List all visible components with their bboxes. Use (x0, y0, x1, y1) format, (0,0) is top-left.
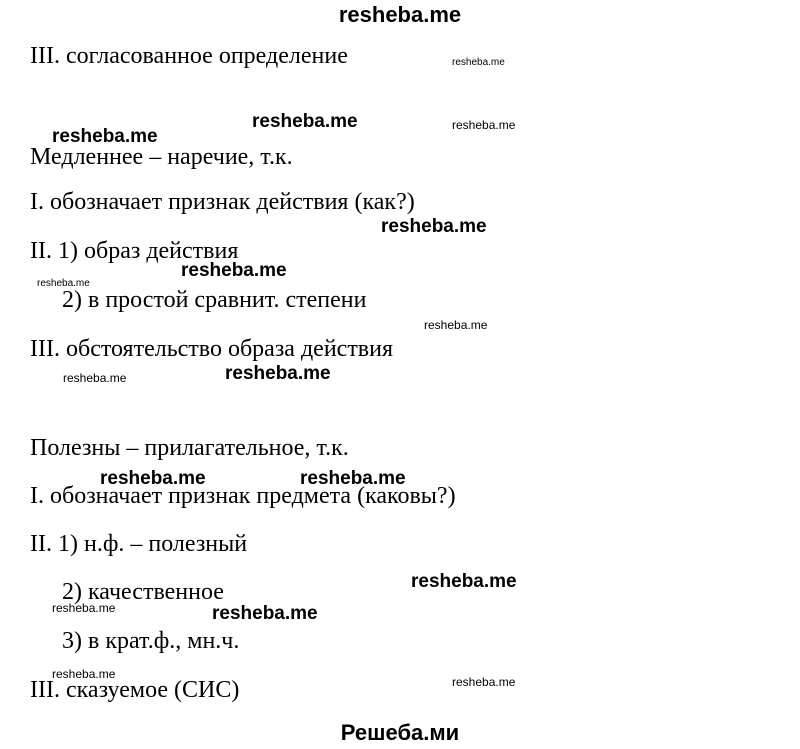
text-line: III. согласованное определение (30, 43, 348, 69)
text-line: I. обозначает признак предмета (каковы?) (30, 483, 456, 509)
text-line: 2) в простой сравнит. степени (62, 287, 367, 313)
text-line: III. сказуемое (СИС) (30, 677, 240, 703)
watermark: resheba.me (381, 216, 487, 237)
watermark: resheba.me (181, 260, 287, 281)
watermark: resheba.me (52, 126, 158, 147)
text-line: II. 1) н.ф. – полезный (30, 531, 248, 557)
watermark: resheba.me (452, 675, 516, 689)
watermark: resheba.me (300, 468, 406, 489)
text-line: 2) качественное (62, 579, 224, 605)
text-line: I. обозначает признак действия (как?) (30, 189, 415, 215)
watermark: resheba.me (424, 318, 488, 332)
watermark: resheba.me (252, 111, 358, 132)
watermark: resheba.me (52, 601, 116, 615)
watermark: resheba.me (452, 118, 516, 132)
text-line: II. 1) образ действия (30, 238, 239, 264)
site-footer: Решеба.ми (340, 720, 460, 745)
watermark: resheba.me (63, 371, 127, 385)
watermark: resheba.me (452, 57, 505, 68)
watermark: resheba.me (225, 363, 331, 384)
watermark: resheba.me (100, 468, 206, 489)
text-line: Медленнее – наречие, т.к. (30, 144, 293, 170)
text-line: III. обстоятельство образа действия (30, 336, 394, 362)
text-line: Полезны – прилагательное, т.к. (30, 435, 349, 461)
site-header: resheba.me (338, 2, 462, 27)
watermark: resheba.me (212, 603, 318, 624)
watermark: resheba.me (37, 278, 90, 289)
text-line: 3) в крат.ф., мн.ч. (62, 628, 240, 654)
watermark: resheba.me (411, 571, 517, 592)
watermark: resheba.me (52, 667, 116, 681)
